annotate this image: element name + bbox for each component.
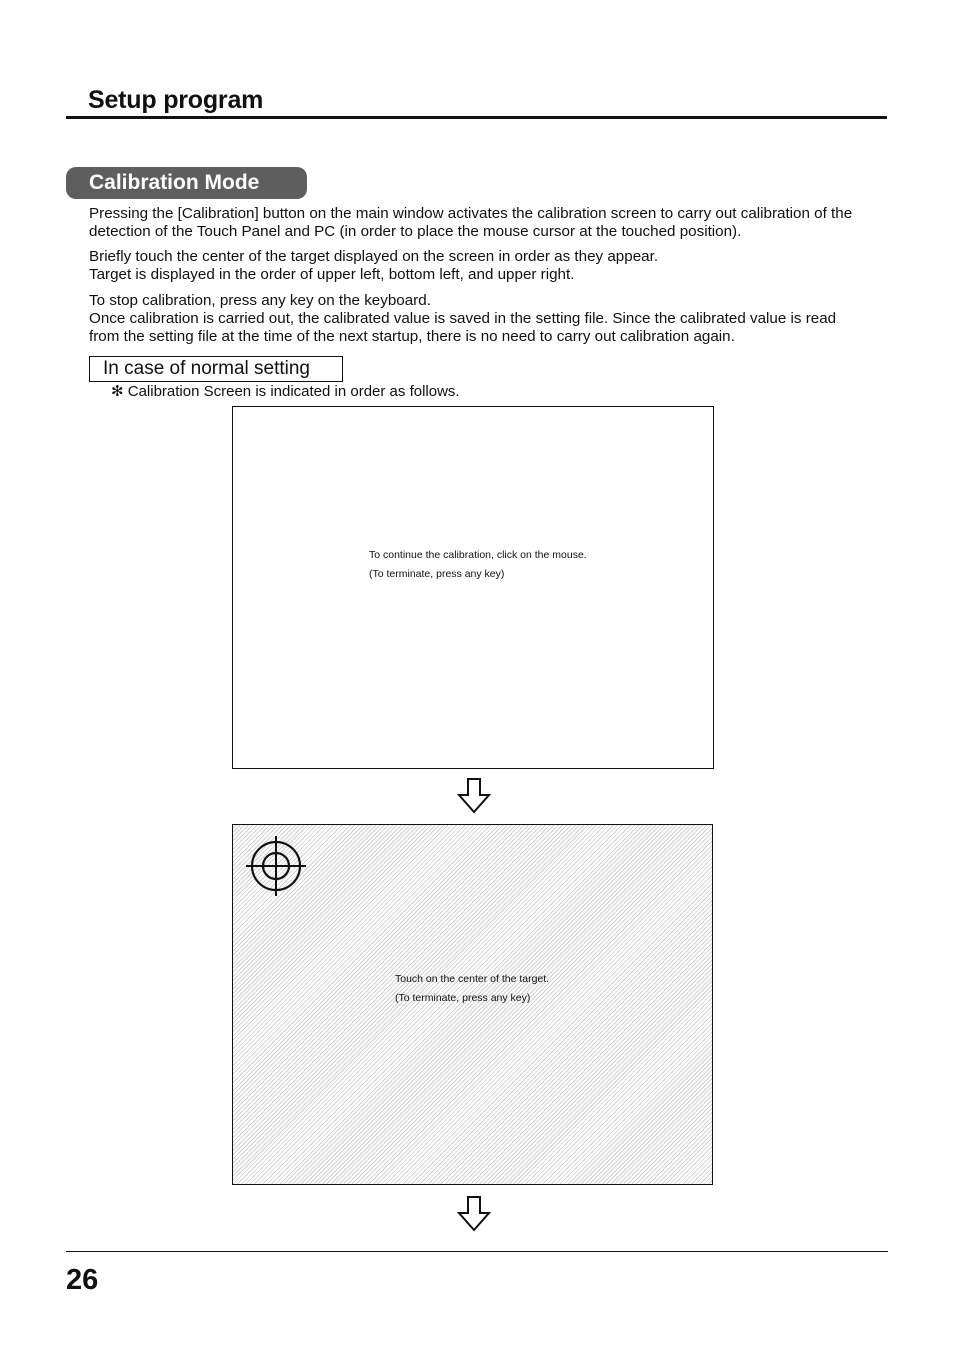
- screen-order-note: [111, 383, 460, 401]
- paragraph-line: Pressing the [Calibration] button on the main window activates the calibration screen to carry out calibration of the: [89, 205, 853, 222]
- screen-message-line: Touch on the center of the target.: [395, 973, 550, 985]
- asterisk-icon: ✻: [111, 383, 124, 400]
- paragraph-line: detection of the Touch Panel and PC (in order to place the mouse cursor at the touched position).: [89, 223, 742, 240]
- page-title: Setup program: [88, 86, 264, 114]
- subsection-heading-normal-setting: In case of normal setting: [89, 356, 343, 382]
- note-text: Calibration Screen is indicated in order as follows.: [127, 383, 460, 400]
- instruction-paragraph: [89, 248, 889, 284]
- crosshair-target-icon: [246, 836, 306, 896]
- screen-message: [395, 970, 549, 1008]
- title-divider: [66, 116, 887, 119]
- screen-message-line: To continue the calibration, click on the mouse.: [369, 549, 587, 561]
- section-heading-calibration-mode: Calibration Mode: [66, 167, 307, 199]
- paragraph-line: Target is displayed in the order of upper left, bottom left, and upper right.: [89, 266, 575, 283]
- paragraph-line: Once calibration is carried out, the calibrated value is saved in the setting file. Since the calibrated value is read: [89, 310, 837, 327]
- paragraph-line: To stop calibration, press any key on the keyboard.: [89, 292, 431, 309]
- screen-message-line: (To terminate, press any key): [369, 568, 505, 580]
- screen-message: [369, 546, 587, 584]
- footer-divider: [66, 1251, 888, 1252]
- screen-message-line: (To terminate, press any key): [395, 992, 531, 1004]
- down-arrow-icon: [457, 1196, 491, 1232]
- intro-paragraph: [89, 205, 889, 241]
- page-number: 26: [66, 1264, 99, 1296]
- calibration-target-screen: [232, 824, 713, 1185]
- calibration-start-screen: [232, 406, 714, 769]
- paragraph-line: from the setting file at the time of the next startup, there is no need to carry out calibration again.: [89, 328, 735, 345]
- down-arrow-icon: [457, 778, 491, 814]
- paragraph-line: Briefly touch the center of the target displayed on the screen in order as they appear.: [89, 248, 659, 265]
- stop-calibration-paragraph: [89, 292, 889, 346]
